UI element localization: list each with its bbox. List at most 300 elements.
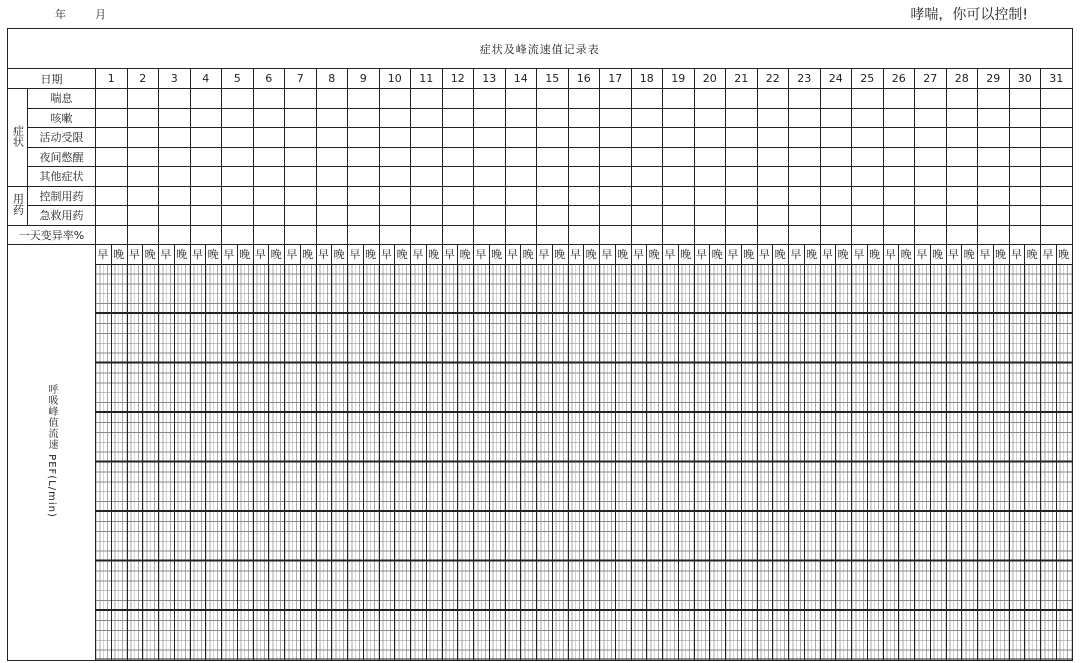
entry-cell[interactable] <box>505 147 537 167</box>
entry-cell[interactable] <box>348 128 380 148</box>
entry-cell[interactable] <box>316 108 348 128</box>
pef-grid-cell[interactable] <box>678 264 694 660</box>
variability-cell[interactable] <box>946 225 978 245</box>
pef-grid-cell[interactable] <box>206 264 222 660</box>
pef-grid-cell[interactable] <box>411 264 427 660</box>
entry-cell[interactable] <box>631 167 663 187</box>
entry-cell[interactable] <box>883 167 915 187</box>
entry-cell[interactable] <box>663 147 695 167</box>
pef-grid-cell[interactable] <box>332 264 348 660</box>
pef-grid-cell[interactable] <box>111 264 127 660</box>
pef-grid-cell[interactable] <box>962 264 978 660</box>
pef-grid-cell[interactable] <box>458 264 474 660</box>
entry-cell[interactable] <box>442 108 474 128</box>
entry-cell[interactable] <box>631 206 663 226</box>
entry-cell[interactable] <box>127 128 159 148</box>
entry-cell[interactable] <box>694 147 726 167</box>
entry-cell[interactable] <box>946 147 978 167</box>
entry-cell[interactable] <box>820 147 852 167</box>
entry-cell[interactable] <box>96 206 128 226</box>
entry-cell[interactable] <box>505 206 537 226</box>
entry-cell[interactable] <box>631 89 663 109</box>
entry-cell[interactable] <box>222 147 254 167</box>
entry-cell[interactable] <box>411 186 443 206</box>
entry-cell[interactable] <box>411 128 443 148</box>
entry-cell[interactable] <box>411 108 443 128</box>
entry-cell[interactable] <box>600 167 632 187</box>
pef-grid-cell[interactable] <box>269 264 285 660</box>
entry-cell[interactable] <box>127 167 159 187</box>
pef-grid-cell[interactable] <box>915 264 931 660</box>
entry-cell[interactable] <box>726 186 758 206</box>
entry-cell[interactable] <box>789 108 821 128</box>
entry-cell[interactable] <box>285 206 317 226</box>
entry-cell[interactable] <box>915 206 947 226</box>
entry-cell[interactable] <box>883 128 915 148</box>
variability-cell[interactable] <box>222 225 254 245</box>
entry-cell[interactable] <box>883 206 915 226</box>
entry-cell[interactable] <box>285 147 317 167</box>
variability-cell[interactable] <box>505 225 537 245</box>
pef-grid-cell[interactable] <box>474 264 490 660</box>
entry-cell[interactable] <box>379 89 411 109</box>
entry-cell[interactable] <box>946 167 978 187</box>
variability-cell[interactable] <box>537 225 569 245</box>
entry-cell[interactable] <box>852 108 884 128</box>
pef-grid-cell[interactable] <box>694 264 710 660</box>
entry-cell[interactable] <box>726 108 758 128</box>
entry-cell[interactable] <box>726 167 758 187</box>
entry-cell[interactable] <box>663 167 695 187</box>
pef-grid-cell[interactable] <box>993 264 1009 660</box>
pef-grid-cell[interactable] <box>426 264 442 660</box>
entry-cell[interactable] <box>222 89 254 109</box>
entry-cell[interactable] <box>1041 206 1073 226</box>
entry-cell[interactable] <box>190 147 222 167</box>
entry-cell[interactable] <box>820 167 852 187</box>
pef-grid-cell[interactable] <box>96 264 112 660</box>
entry-cell[interactable] <box>820 128 852 148</box>
pef-grid-cell[interactable] <box>285 264 301 660</box>
pef-grid-cell[interactable] <box>300 264 316 660</box>
entry-cell[interactable] <box>757 167 789 187</box>
variability-cell[interactable] <box>1041 225 1073 245</box>
pef-grid-cell[interactable] <box>663 264 679 660</box>
entry-cell[interactable] <box>726 206 758 226</box>
entry-cell[interactable] <box>379 147 411 167</box>
pef-grid-cell[interactable] <box>899 264 915 660</box>
pef-grid-cell[interactable] <box>316 264 332 660</box>
entry-cell[interactable] <box>222 186 254 206</box>
entry-cell[interactable] <box>253 147 285 167</box>
entry-cell[interactable] <box>379 128 411 148</box>
entry-cell[interactable] <box>96 128 128 148</box>
entry-cell[interactable] <box>159 89 191 109</box>
entry-cell[interactable] <box>789 206 821 226</box>
variability-cell[interactable] <box>96 225 128 245</box>
entry-cell[interactable] <box>159 167 191 187</box>
variability-cell[interactable] <box>379 225 411 245</box>
entry-cell[interactable] <box>348 147 380 167</box>
entry-cell[interactable] <box>411 206 443 226</box>
entry-cell[interactable] <box>946 128 978 148</box>
entry-cell[interactable] <box>474 147 506 167</box>
entry-cell[interactable] <box>1009 147 1041 167</box>
entry-cell[interactable] <box>726 89 758 109</box>
entry-cell[interactable] <box>190 128 222 148</box>
entry-cell[interactable] <box>694 89 726 109</box>
entry-cell[interactable] <box>348 89 380 109</box>
pef-grid-cell[interactable] <box>521 264 537 660</box>
variability-cell[interactable] <box>600 225 632 245</box>
entry-cell[interactable] <box>694 167 726 187</box>
entry-cell[interactable] <box>568 108 600 128</box>
entry-cell[interactable] <box>663 128 695 148</box>
variability-cell[interactable] <box>316 225 348 245</box>
entry-cell[interactable] <box>505 108 537 128</box>
variability-cell[interactable] <box>474 225 506 245</box>
pef-grid-cell[interactable] <box>726 264 742 660</box>
entry-cell[interactable] <box>1041 186 1073 206</box>
entry-cell[interactable] <box>127 89 159 109</box>
entry-cell[interactable] <box>505 89 537 109</box>
entry-cell[interactable] <box>348 186 380 206</box>
entry-cell[interactable] <box>631 108 663 128</box>
entry-cell[interactable] <box>159 206 191 226</box>
entry-cell[interactable] <box>1009 89 1041 109</box>
entry-cell[interactable] <box>694 128 726 148</box>
entry-cell[interactable] <box>348 167 380 187</box>
entry-cell[interactable] <box>883 147 915 167</box>
pef-grid-cell[interactable] <box>930 264 946 660</box>
entry-cell[interactable] <box>253 186 285 206</box>
entry-cell[interactable] <box>474 186 506 206</box>
pef-grid-cell[interactable] <box>631 264 647 660</box>
pef-grid-cell[interactable] <box>1056 264 1072 660</box>
entry-cell[interactable] <box>159 108 191 128</box>
entry-cell[interactable] <box>915 128 947 148</box>
entry-cell[interactable] <box>190 206 222 226</box>
pef-grid-cell[interactable] <box>222 264 238 660</box>
pef-grid-cell[interactable] <box>600 264 616 660</box>
entry-cell[interactable] <box>474 206 506 226</box>
entry-cell[interactable] <box>222 167 254 187</box>
entry-cell[interactable] <box>253 89 285 109</box>
entry-cell[interactable] <box>474 128 506 148</box>
entry-cell[interactable] <box>568 186 600 206</box>
entry-cell[interactable] <box>442 206 474 226</box>
entry-cell[interactable] <box>1041 89 1073 109</box>
entry-cell[interactable] <box>852 89 884 109</box>
variability-cell[interactable] <box>757 225 789 245</box>
entry-cell[interactable] <box>852 128 884 148</box>
entry-cell[interactable] <box>789 89 821 109</box>
entry-cell[interactable] <box>820 186 852 206</box>
entry-cell[interactable] <box>946 108 978 128</box>
pef-grid-cell[interactable] <box>159 264 175 660</box>
entry-cell[interactable] <box>190 108 222 128</box>
entry-cell[interactable] <box>852 186 884 206</box>
entry-cell[interactable] <box>285 128 317 148</box>
entry-cell[interactable] <box>852 147 884 167</box>
variability-cell[interactable] <box>631 225 663 245</box>
pef-grid-cell[interactable] <box>395 264 411 660</box>
entry-cell[interactable] <box>757 186 789 206</box>
entry-cell[interactable] <box>883 89 915 109</box>
pef-grid-cell[interactable] <box>773 264 789 660</box>
entry-cell[interactable] <box>442 128 474 148</box>
pef-grid-cell[interactable] <box>820 264 836 660</box>
entry-cell[interactable] <box>96 89 128 109</box>
pef-grid-cell[interactable] <box>946 264 962 660</box>
entry-cell[interactable] <box>127 206 159 226</box>
entry-cell[interactable] <box>285 186 317 206</box>
pef-grid-cell[interactable] <box>379 264 395 660</box>
pef-grid-cell[interactable] <box>174 264 190 660</box>
variability-cell[interactable] <box>568 225 600 245</box>
variability-cell[interactable] <box>159 225 191 245</box>
entry-cell[interactable] <box>600 128 632 148</box>
entry-cell[interactable] <box>600 89 632 109</box>
entry-cell[interactable] <box>1041 147 1073 167</box>
variability-cell[interactable] <box>883 225 915 245</box>
variability-cell[interactable] <box>663 225 695 245</box>
pef-grid-cell[interactable] <box>1041 264 1057 660</box>
entry-cell[interactable] <box>379 108 411 128</box>
entry-cell[interactable] <box>474 108 506 128</box>
entry-cell[interactable] <box>789 167 821 187</box>
entry-cell[interactable] <box>663 89 695 109</box>
entry-cell[interactable] <box>1009 167 1041 187</box>
entry-cell[interactable] <box>316 147 348 167</box>
entry-cell[interactable] <box>820 108 852 128</box>
entry-cell[interactable] <box>96 108 128 128</box>
entry-cell[interactable] <box>978 128 1010 148</box>
entry-cell[interactable] <box>253 128 285 148</box>
pef-grid-cell[interactable] <box>552 264 568 660</box>
entry-cell[interactable] <box>379 167 411 187</box>
entry-cell[interactable] <box>442 89 474 109</box>
entry-cell[interactable] <box>915 89 947 109</box>
entry-cell[interactable] <box>1009 108 1041 128</box>
entry-cell[interactable] <box>537 89 569 109</box>
pef-grid-cell[interactable] <box>442 264 458 660</box>
entry-cell[interactable] <box>253 167 285 187</box>
entry-cell[interactable] <box>537 108 569 128</box>
entry-cell[interactable] <box>978 147 1010 167</box>
variability-cell[interactable] <box>726 225 758 245</box>
entry-cell[interactable] <box>1041 167 1073 187</box>
entry-cell[interactable] <box>411 89 443 109</box>
entry-cell[interactable] <box>631 128 663 148</box>
entry-cell[interactable] <box>442 186 474 206</box>
entry-cell[interactable] <box>789 128 821 148</box>
entry-cell[interactable] <box>820 89 852 109</box>
entry-cell[interactable] <box>127 108 159 128</box>
entry-cell[interactable] <box>411 147 443 167</box>
entry-cell[interactable] <box>1041 128 1073 148</box>
variability-cell[interactable] <box>190 225 222 245</box>
pef-grid-cell[interactable] <box>190 264 206 660</box>
entry-cell[interactable] <box>568 167 600 187</box>
variability-cell[interactable] <box>789 225 821 245</box>
entry-cell[interactable] <box>379 186 411 206</box>
variability-cell[interactable] <box>1009 225 1041 245</box>
entry-cell[interactable] <box>883 108 915 128</box>
entry-cell[interactable] <box>442 147 474 167</box>
entry-cell[interactable] <box>663 108 695 128</box>
entry-cell[interactable] <box>96 167 128 187</box>
entry-cell[interactable] <box>663 186 695 206</box>
entry-cell[interactable] <box>127 147 159 167</box>
entry-cell[interactable] <box>694 186 726 206</box>
entry-cell[interactable] <box>537 167 569 187</box>
entry-cell[interactable] <box>978 186 1010 206</box>
pef-grid-cell[interactable] <box>757 264 773 660</box>
pef-grid-cell[interactable] <box>348 264 364 660</box>
pef-grid-cell[interactable] <box>363 264 379 660</box>
entry-cell[interactable] <box>316 186 348 206</box>
entry-cell[interactable] <box>379 206 411 226</box>
variability-cell[interactable] <box>915 225 947 245</box>
entry-cell[interactable] <box>442 167 474 187</box>
entry-cell[interactable] <box>222 128 254 148</box>
entry-cell[interactable] <box>537 206 569 226</box>
entry-cell[interactable] <box>96 147 128 167</box>
entry-cell[interactable] <box>285 108 317 128</box>
entry-cell[interactable] <box>915 167 947 187</box>
entry-cell[interactable] <box>883 186 915 206</box>
pef-grid-cell[interactable] <box>489 264 505 660</box>
entry-cell[interactable] <box>159 128 191 148</box>
entry-cell[interactable] <box>978 108 1010 128</box>
pef-grid-cell[interactable] <box>710 264 726 660</box>
entry-cell[interactable] <box>316 89 348 109</box>
entry-cell[interactable] <box>1009 186 1041 206</box>
entry-cell[interactable] <box>190 89 222 109</box>
pef-grid-cell[interactable] <box>741 264 757 660</box>
entry-cell[interactable] <box>348 108 380 128</box>
entry-cell[interactable] <box>1009 206 1041 226</box>
entry-cell[interactable] <box>915 186 947 206</box>
entry-cell[interactable] <box>789 147 821 167</box>
pef-grid-cell[interactable] <box>237 264 253 660</box>
entry-cell[interactable] <box>316 167 348 187</box>
entry-cell[interactable] <box>978 167 1010 187</box>
pef-grid-cell[interactable] <box>143 264 159 660</box>
entry-cell[interactable] <box>946 186 978 206</box>
entry-cell[interactable] <box>600 206 632 226</box>
entry-cell[interactable] <box>946 206 978 226</box>
entry-cell[interactable] <box>537 147 569 167</box>
entry-cell[interactable] <box>915 147 947 167</box>
variability-cell[interactable] <box>694 225 726 245</box>
entry-cell[interactable] <box>316 206 348 226</box>
entry-cell[interactable] <box>694 206 726 226</box>
entry-cell[interactable] <box>159 147 191 167</box>
entry-cell[interactable] <box>820 206 852 226</box>
entry-cell[interactable] <box>726 128 758 148</box>
pef-grid-cell[interactable] <box>127 264 143 660</box>
entry-cell[interactable] <box>600 147 632 167</box>
entry-cell[interactable] <box>978 206 1010 226</box>
pef-grid-cell[interactable] <box>253 264 269 660</box>
pef-grid-cell[interactable] <box>615 264 631 660</box>
pef-grid-cell[interactable] <box>584 264 600 660</box>
entry-cell[interactable] <box>411 167 443 187</box>
variability-cell[interactable] <box>285 225 317 245</box>
entry-cell[interactable] <box>159 186 191 206</box>
entry-cell[interactable] <box>568 147 600 167</box>
entry-cell[interactable] <box>348 206 380 226</box>
variability-cell[interactable] <box>411 225 443 245</box>
pef-grid-cell[interactable] <box>1009 264 1025 660</box>
pef-grid-cell[interactable] <box>852 264 868 660</box>
entry-cell[interactable] <box>568 206 600 226</box>
entry-cell[interactable] <box>631 186 663 206</box>
entry-cell[interactable] <box>600 186 632 206</box>
entry-cell[interactable] <box>568 89 600 109</box>
pef-grid-cell[interactable] <box>647 264 663 660</box>
entry-cell[interactable] <box>285 89 317 109</box>
pef-grid-cell[interactable] <box>836 264 852 660</box>
pef-grid-cell[interactable] <box>505 264 521 660</box>
entry-cell[interactable] <box>1009 128 1041 148</box>
entry-cell[interactable] <box>537 186 569 206</box>
entry-cell[interactable] <box>127 186 159 206</box>
entry-cell[interactable] <box>568 128 600 148</box>
pef-grid-cell[interactable] <box>537 264 553 660</box>
variability-cell[interactable] <box>348 225 380 245</box>
pef-grid-cell[interactable] <box>867 264 883 660</box>
pef-grid-cell[interactable] <box>804 264 820 660</box>
entry-cell[interactable] <box>222 108 254 128</box>
entry-cell[interactable] <box>190 167 222 187</box>
entry-cell[interactable] <box>96 186 128 206</box>
variability-cell[interactable] <box>253 225 285 245</box>
entry-cell[interactable] <box>222 206 254 226</box>
entry-cell[interactable] <box>978 89 1010 109</box>
entry-cell[interactable] <box>316 128 348 148</box>
variability-cell[interactable] <box>820 225 852 245</box>
entry-cell[interactable] <box>190 186 222 206</box>
entry-cell[interactable] <box>757 147 789 167</box>
entry-cell[interactable] <box>1041 108 1073 128</box>
entry-cell[interactable] <box>694 108 726 128</box>
entry-cell[interactable] <box>789 186 821 206</box>
entry-cell[interactable] <box>631 147 663 167</box>
entry-cell[interactable] <box>285 167 317 187</box>
entry-cell[interactable] <box>757 128 789 148</box>
entry-cell[interactable] <box>474 167 506 187</box>
entry-cell[interactable] <box>505 128 537 148</box>
pef-grid-cell[interactable] <box>789 264 805 660</box>
entry-cell[interactable] <box>757 206 789 226</box>
entry-cell[interactable] <box>915 108 947 128</box>
entry-cell[interactable] <box>253 206 285 226</box>
variability-cell[interactable] <box>442 225 474 245</box>
entry-cell[interactable] <box>757 108 789 128</box>
pef-grid-cell[interactable] <box>1025 264 1041 660</box>
entry-cell[interactable] <box>474 89 506 109</box>
entry-cell[interactable] <box>852 167 884 187</box>
pef-grid-cell[interactable] <box>883 264 899 660</box>
entry-cell[interactable] <box>253 108 285 128</box>
entry-cell[interactable] <box>505 186 537 206</box>
entry-cell[interactable] <box>757 89 789 109</box>
pef-grid-cell[interactable] <box>568 264 584 660</box>
entry-cell[interactable] <box>946 89 978 109</box>
